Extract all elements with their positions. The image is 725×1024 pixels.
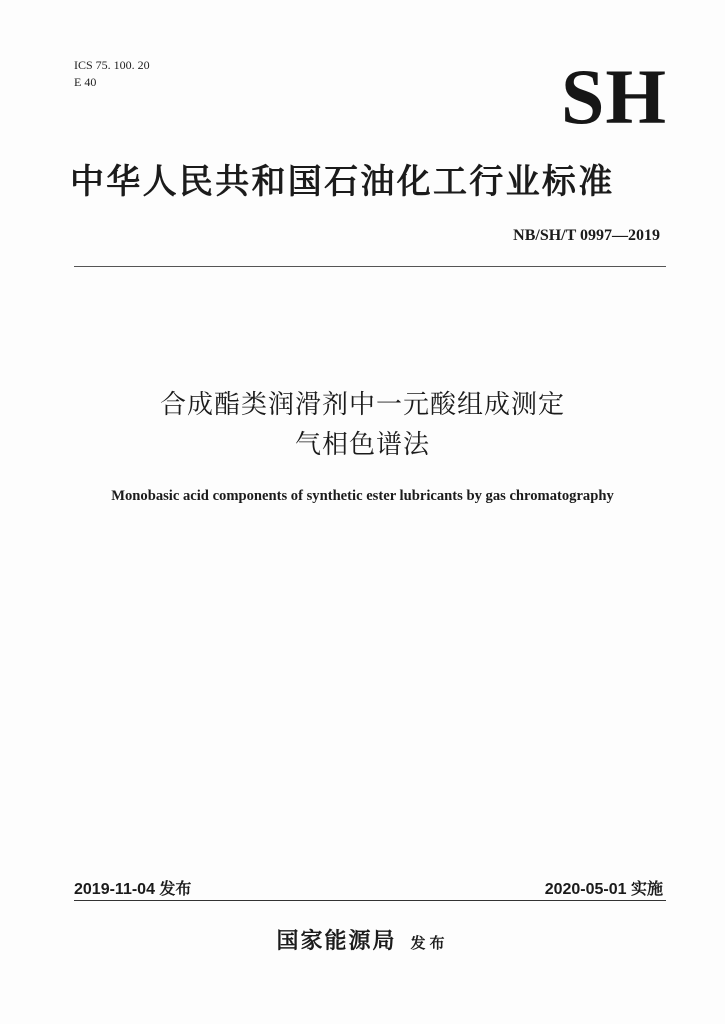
chinese-title-line-2: 气相色谱法 xyxy=(294,430,430,460)
sh-mark: SH xyxy=(560,53,667,140)
top-divider xyxy=(74,266,666,267)
industry-standard-title: 中华人民共和国石油化工行业标准 xyxy=(70,162,615,202)
chinese-title-line-1: 合成酯类润滑剂中一元酸组成测定 xyxy=(159,390,565,420)
ccs-code: E 40 xyxy=(74,75,97,89)
issuer-line xyxy=(0,924,725,955)
standard-number: NB/SH/T 0997—2019 xyxy=(513,227,660,244)
chinese-title xyxy=(0,385,725,465)
issuing-organization: 国家能源局 xyxy=(276,929,397,954)
bottom-divider xyxy=(74,900,666,901)
ics-code: ICS 75. 100. 20 xyxy=(74,58,150,72)
english-title: Monobasic acid components of synthetic ester lubricants by gas chromatography xyxy=(111,488,614,504)
issue-date: 2019-11-04 发布 xyxy=(74,881,192,898)
implementation-date: 2020-05-01 实施 xyxy=(544,881,663,898)
classification-codes xyxy=(74,57,150,91)
issue-action: 发布 xyxy=(410,934,449,952)
